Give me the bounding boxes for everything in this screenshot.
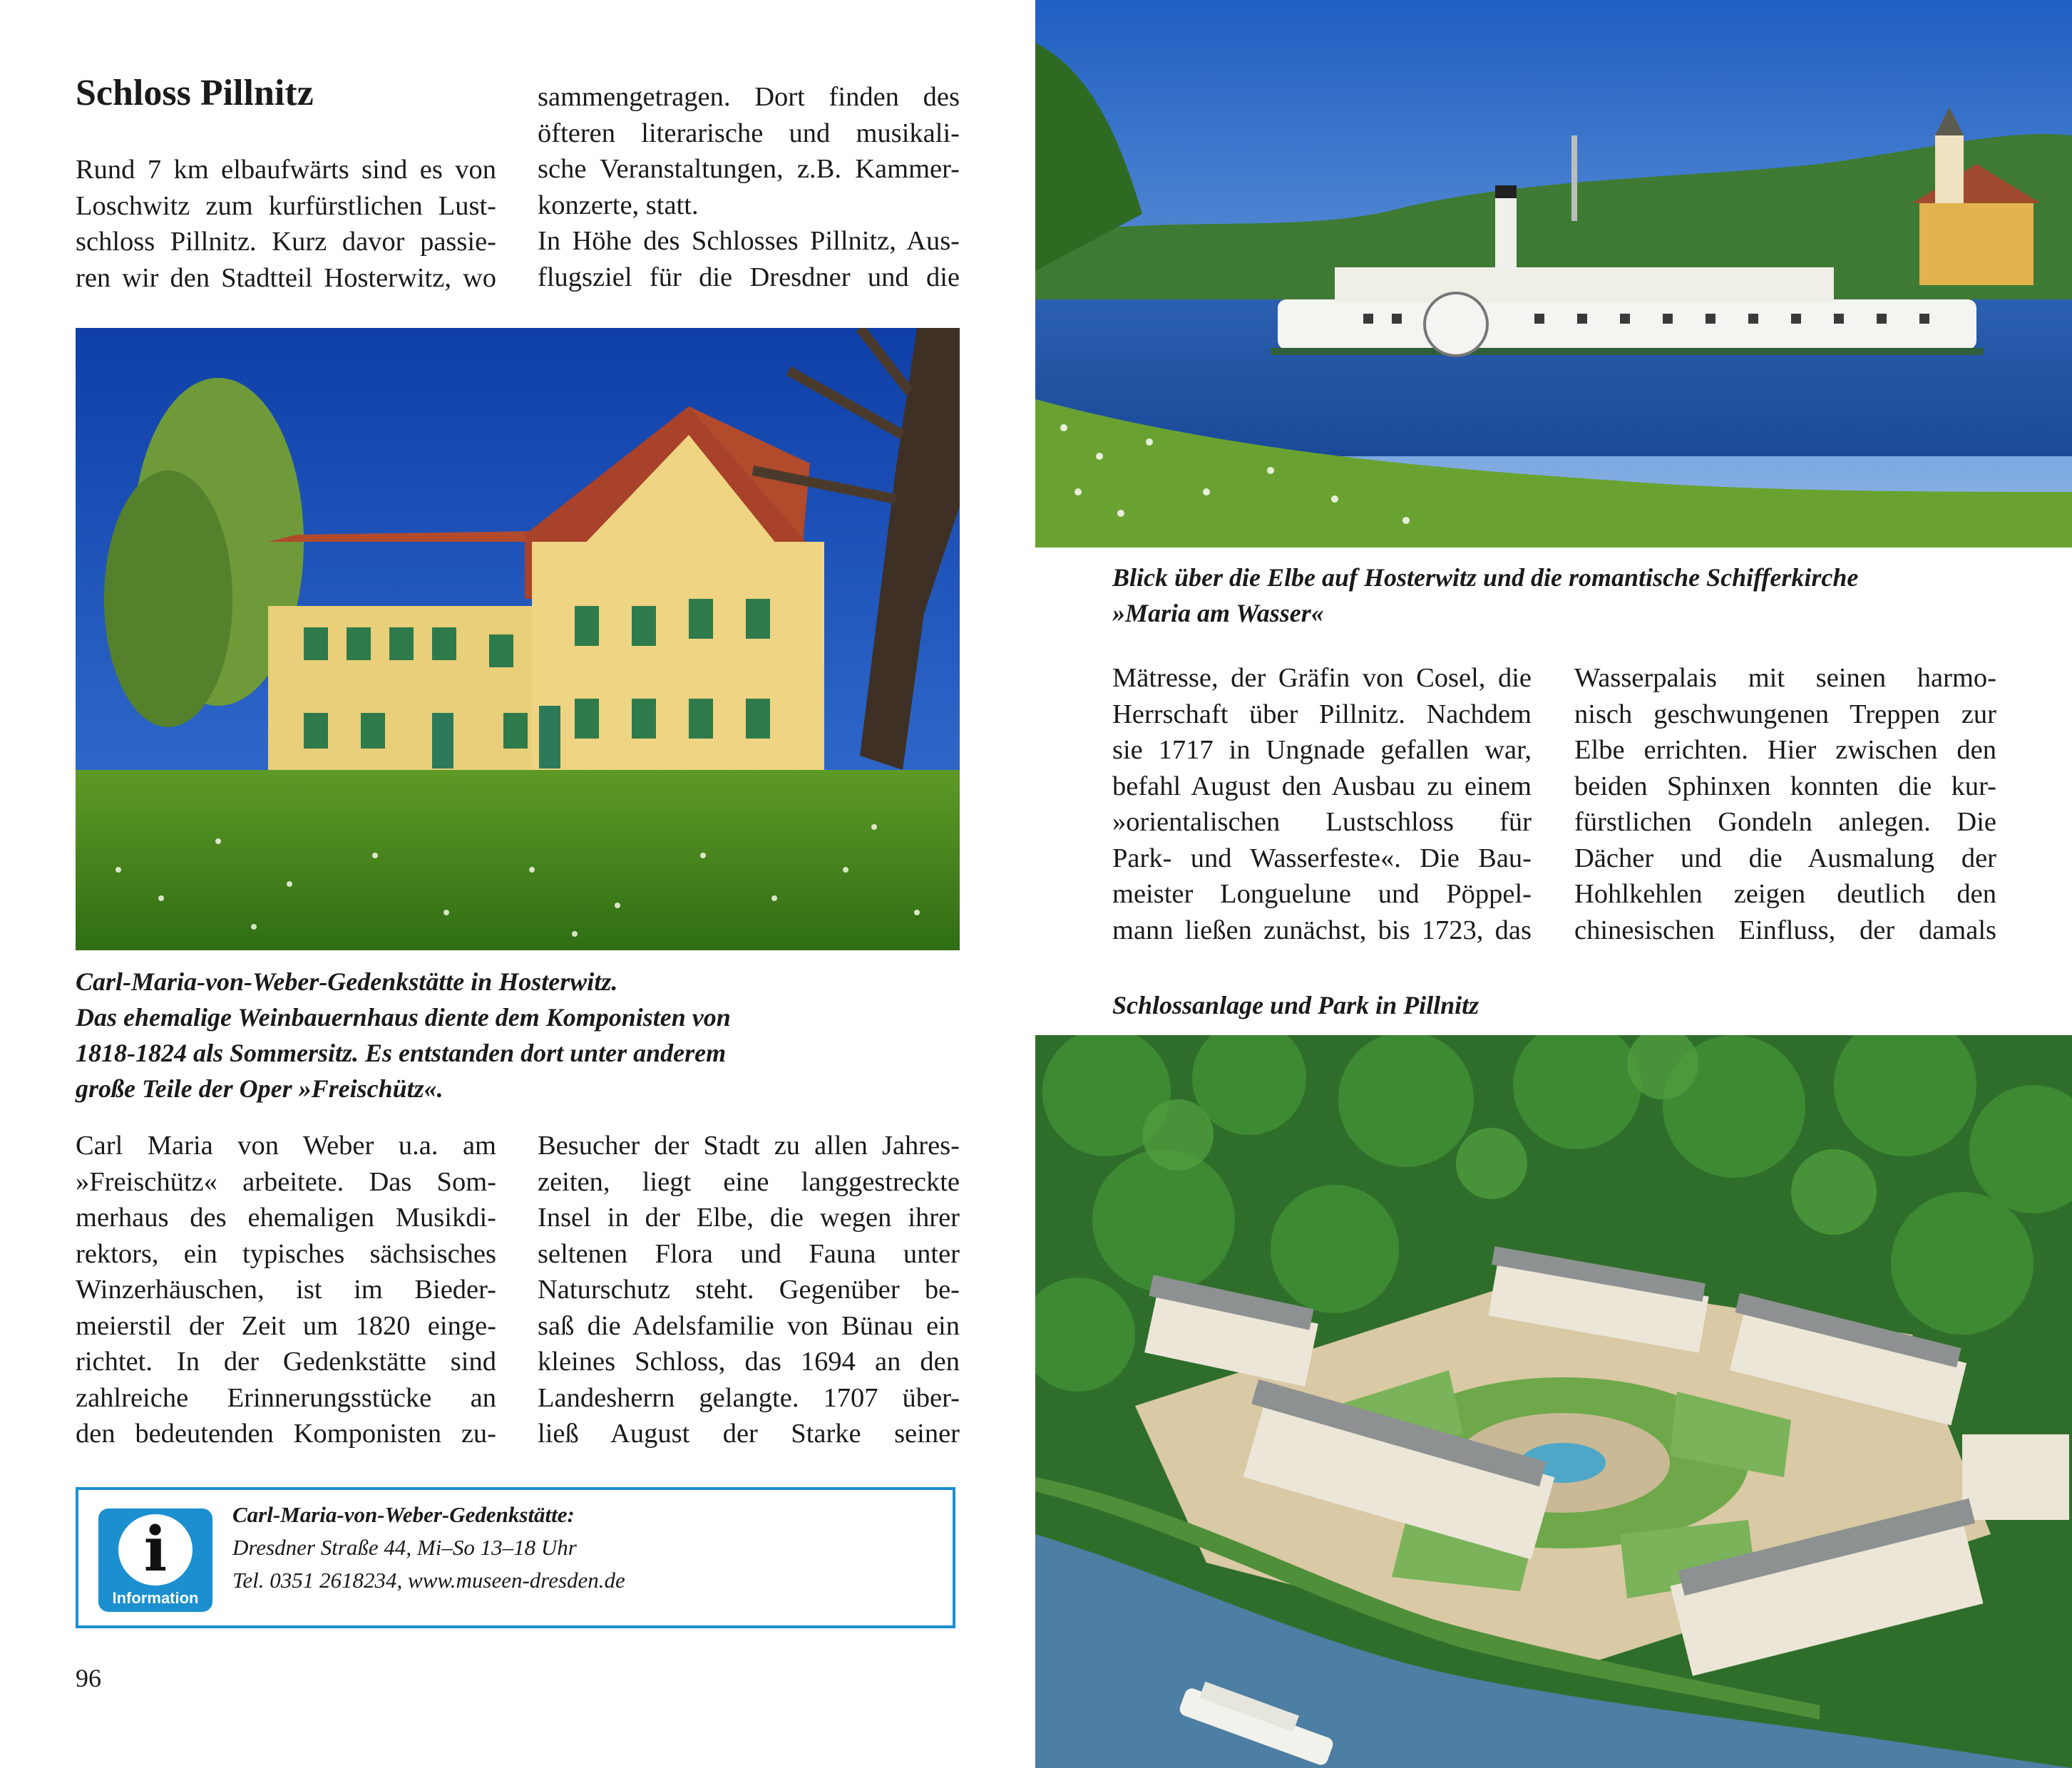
info-address: Dresdner Straße 44, Mi–So 13–18 Uhr [232,1535,577,1560]
text-line: Hohlkehlen zeigen deutlich den [1574,879,1996,909]
text-line: schloss Pillnitz. Kurz davor passie- [76,227,496,257]
text-line: In Höhe des Schlosses Pillnitz, Aus- [538,226,960,256]
text-line: fürstlichen Gondeln anlegen. Die [1574,807,1996,837]
text-line: mann ließen zunächst, bis 1723, das [1112,915,1532,945]
info-title: Carl-Maria-von-Weber-Gedenkstätte: [232,1502,575,1527]
text-line: Mätresse, der Gräfin von Cosel, die [1112,663,1532,693]
photo-pillnitz-aerial [1035,1035,2072,1768]
text-column-right-page-left [1112,660,1532,948]
page-number: 96 [76,1664,101,1692]
text-line: Rund 7 km elbaufwärts sind es von [76,155,496,185]
text-line: zahlreiche Erinnerungsstücke an [76,1382,496,1413]
text-line: ließ August der Starke seiner [538,1419,960,1449]
text-line: Insel in der Elbe, die wegen ihrer [538,1203,960,1233]
text-column-left-bottom [76,1128,496,1452]
caption-line: Schlossanlage und Park in Pillnitz [1112,991,1479,1019]
info-contact: Tel. 0351 2618234, www.museen-dresden.de [232,1568,625,1593]
caption-line: »Maria am Wasser« [1112,599,1324,627]
caption-line: Blick über die Elbe auf Hosterwitz und die romantische Schifferkirche [1112,563,1859,592]
text-line: kleines Schloss, das 1694 an den [538,1347,960,1377]
text-line: Naturschutz steht. Gegenüber be- [538,1275,960,1305]
text-line: merhaus des ehemaligen Musikdi- [76,1203,496,1233]
text-line: Landesherrn gelangte. 1707 über- [538,1382,960,1413]
text-line: Winzerhäuschen, ist im Bieder- [76,1275,496,1305]
text-line: sammengetragen. Dort finden des [538,82,960,112]
info-text [232,1499,625,1597]
page-gutter [998,0,1035,1768]
text-line: chinesischen Einfluss, der damals [1574,915,1996,945]
text-line: Wasserpalais mit seinen harmo- [1574,663,1996,693]
text-column-right-page-right [1574,660,1996,948]
photo-caption-elbe [1112,560,2039,631]
text-line: öfteren literarische und musikali- [538,118,960,148]
text-line: Loschwitz zum kurfürstlichen Lust- [76,190,496,221]
text-line: zeiten, liegt eine langgestreckte [538,1166,960,1197]
text-line: rektors, ein typisches sächsisches [76,1238,496,1269]
text-column-right-bottom [538,1128,960,1452]
page-title: Schloss Pillnitz [76,73,314,113]
text-line: befahl August den Ausbau zu einem [1112,771,1532,801]
text-line: »orientalischen Lustschloss für [1112,807,1532,837]
text-line: Dächer und die Ausmalung der [1574,843,1996,873]
photo-weber-house [76,328,960,950]
text-line: sche Veranstaltungen, z.B. Kammer- [538,154,960,184]
text-line: Besucher der Stadt zu allen Jahres- [538,1131,960,1161]
text-line: Elbe errichten. Hier zwischen den [1574,735,1996,765]
text-line: sie 1717 in Ungnade gefallen war, [1112,735,1532,765]
text-line: nisch geschwungenen Treppen zur [1574,699,1996,729]
caption-line: Carl-Maria-von-Weber-Gedenkstätte in Hosterwitz. [76,967,618,996]
text-line: den bedeutenden Komponisten zu- [76,1419,496,1449]
photo-caption-weber [76,964,960,1106]
text-line: richtet. In der Gedenkstätte sind [76,1347,496,1377]
text-line: seltenen Flora und Fauna unter [538,1238,960,1269]
text-line: konzerte, statt. [538,190,699,220]
caption-line: Das ehemalige Weinbauernhaus diente dem Komponisten von [76,1003,731,1032]
text-line: ren wir den Stadtteil Hosterwitz, wo [76,262,496,293]
text-line: meierstil der Zeit um 1820 einge- [76,1310,496,1341]
text-line: Carl Maria von Weber u.a. am [76,1131,496,1161]
photo-caption-pillnitz [1112,987,1825,1023]
text-line: »Freischütz« arbeitete. Das Som- [76,1166,496,1197]
text-column-left-top [76,152,496,296]
caption-line: 1818-1824 als Sommersitz. Es entstanden dort unter anderem [76,1039,727,1067]
text-line: meister Longuelune und Pöppel- [1112,879,1532,909]
information-icon-label: Information [112,1589,199,1607]
text-line: Herrschaft über Pillnitz. Nachdem [1112,699,1532,729]
information-icon: i Information [98,1509,212,1612]
caption-line: große Teile der Oper »Freischütz«. [76,1074,443,1103]
text-line: flugsziel für die Dresdner und die [538,262,960,292]
text-column-right-top [538,79,960,295]
photo-elbe-steamboat [1035,0,2072,548]
text-line: beiden Sphinxen konnten die kur- [1574,771,1996,801]
info-box [76,1487,955,1628]
text-line: saß die Adelsfamilie von Bünau ein [538,1310,960,1341]
text-line: Park- und Wasserfeste«. Die Bau- [1112,843,1532,873]
